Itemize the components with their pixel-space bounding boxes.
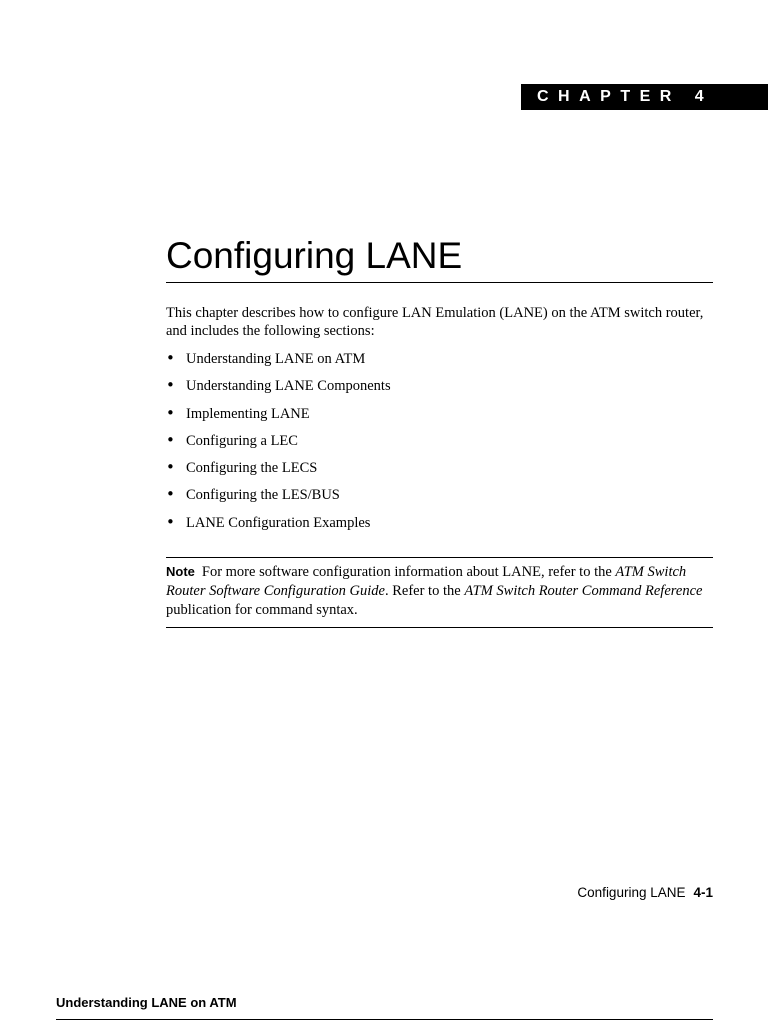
list-item	[166, 405, 391, 432]
note-top-rule	[166, 557, 713, 558]
bullet-icon: •	[166, 376, 175, 395]
running-head: Understanding LANE on ATM	[56, 995, 237, 1010]
bullet-icon: •	[166, 485, 175, 504]
chapter-banner	[521, 84, 768, 110]
page-title: Configuring LANE	[166, 235, 463, 276]
note-label: Note	[166, 564, 195, 579]
section-list	[166, 350, 391, 541]
note-text: publication for command syntax.	[166, 602, 358, 618]
list-item	[166, 377, 391, 404]
section-label: Configuring the LECS	[186, 460, 318, 477]
note-bottom-rule	[166, 627, 713, 628]
title-rule	[166, 282, 713, 283]
note-text: . Refer to the	[384, 583, 465, 599]
list-item	[166, 432, 391, 459]
note-guide-title: ATM Switch Router Software Configuration Guide	[166, 564, 687, 599]
section-label: Implementing LANE	[186, 405, 310, 422]
section-label: Configuring the LES/BUS	[186, 487, 340, 504]
note-text: For more software configuration information about LANE, refer to the	[201, 564, 616, 580]
section-label: LANE Configuration Examples	[186, 514, 371, 531]
list-item	[166, 486, 391, 513]
bullet-icon: •	[166, 430, 175, 449]
page-number: 4-1	[693, 885, 713, 900]
section-label: Understanding LANE Components	[186, 378, 391, 395]
bullet-icon: •	[166, 349, 175, 367]
list-item	[166, 459, 391, 486]
chapter-label: CHAPTER 4	[537, 88, 714, 105]
list-item	[166, 350, 391, 377]
intro-paragraph: This chapter describes how to configure LAN Emulation (LANE) on the ATM switch router, and includes the following sections:	[166, 305, 704, 339]
running-head-rule	[56, 1019, 713, 1020]
section-label: Configuring a LEC	[186, 432, 298, 449]
bullet-icon: •	[166, 512, 175, 531]
page-footer	[577, 884, 713, 902]
note-reference-title: ATM Switch Router Command Reference	[464, 583, 703, 599]
section-label: Understanding LANE on ATM	[186, 351, 366, 367]
bullet-icon: •	[166, 403, 175, 422]
footer-title: Configuring LANE	[577, 885, 686, 900]
bullet-icon: •	[166, 458, 175, 477]
list-item	[166, 514, 391, 541]
note-block	[166, 562, 716, 620]
